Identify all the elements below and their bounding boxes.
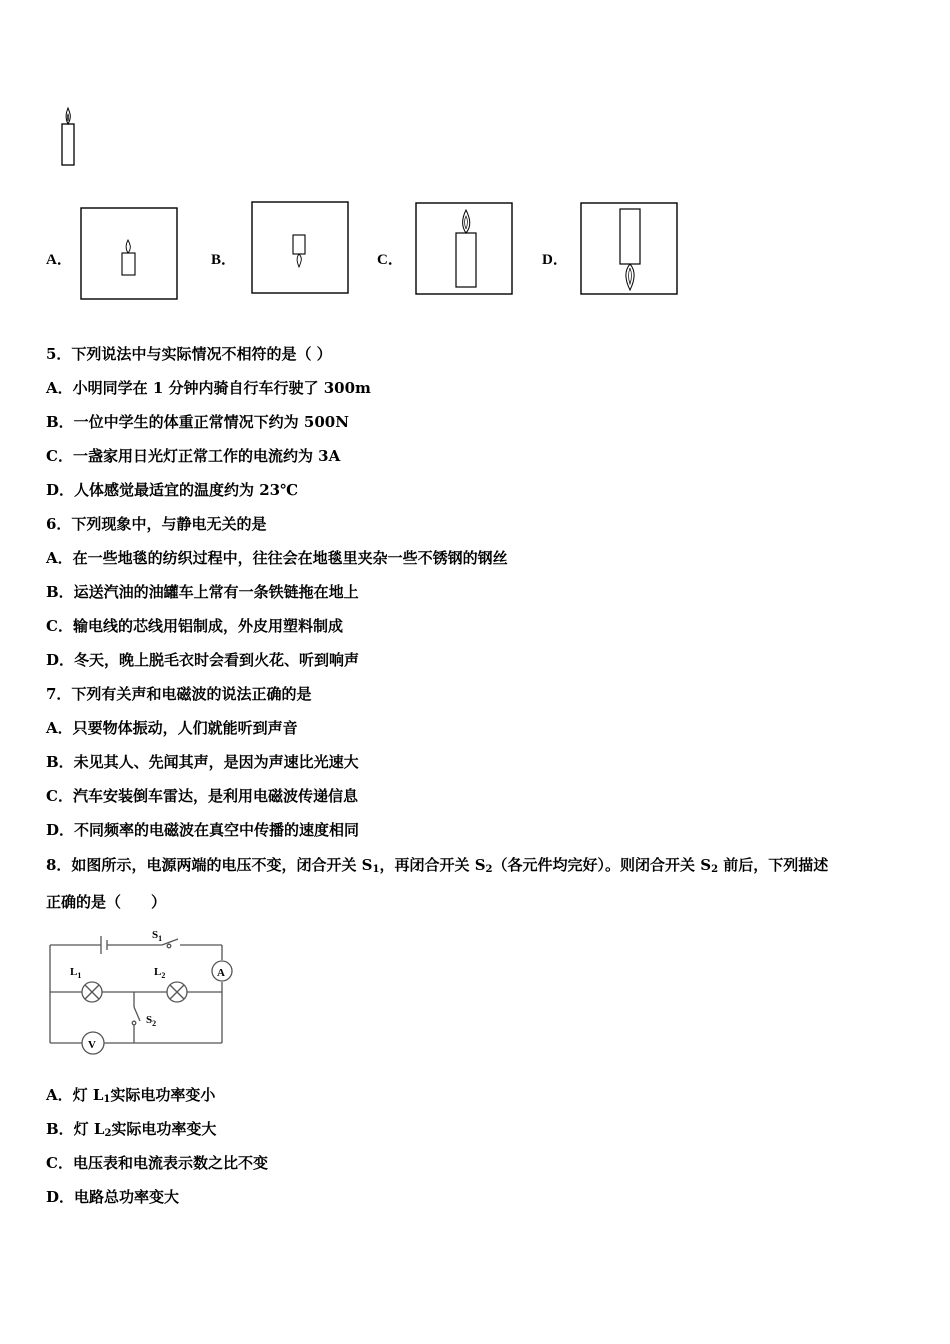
voltmeter-icon: V — [88, 1039, 96, 1051]
ammeter-icon: A — [217, 967, 225, 979]
q5-option-c: C．一盏家用日光灯正常工作的电流约为 3A — [46, 447, 341, 465]
option-d-image — [580, 202, 679, 296]
q6-option-b: B．运送汽油的油罐车上常有一条铁链拖在地上 — [46, 583, 359, 601]
option-c-image — [415, 202, 514, 296]
s1-label: $S_1$ — [152, 929, 163, 943]
q6-option-a: A．在一些地毯的纺织过程中，往往会在地毯里夹杂一些不锈钢的钢丝 — [46, 549, 508, 567]
q7-option-a: A．只要物体振动，人们就能听到声音 — [46, 719, 298, 737]
q5-option-d: D．人体感觉最适宜的温度约为 23℃ — [46, 481, 299, 499]
q6-stem: 6．下列现象中，与静电无关的是 — [46, 515, 267, 533]
q4-option-c-label: C． — [377, 252, 403, 268]
q8-stem-line2: 正确的是（ ） — [46, 893, 167, 911]
original-candle-figure — [55, 104, 85, 168]
q5-option-a: A．小明同学在 1 分钟内骑自行车行驶了 300m — [46, 379, 371, 397]
q8-stem: 8．如图所示，电源两端的电压不变，闭合开关 $S_1$，再闭合开关 $S_2$（各元件均完好）。则闭合开关 $S_2$ 前后，下列描述 — [46, 856, 829, 875]
q6-option-d: D．冬天，晚上脱毛衣时会看到火花、听到响声 — [46, 651, 360, 669]
q4-option-a-label: A． — [46, 252, 72, 268]
q8-option-d: D．电路总功率变大 — [46, 1188, 180, 1206]
q4-option-b-label: B． — [211, 252, 237, 268]
q6-option-c: C．输电线的芯线用铝制成，外皮用塑料制成 — [46, 617, 343, 635]
q7-option-b: B．未见其人、先闻其声，是因为声速比光速大 — [46, 753, 359, 771]
l2-label: $L_2$ — [154, 966, 166, 980]
l1-label: $L_1$ — [70, 966, 82, 980]
s2-label: $S_2$ — [146, 1014, 157, 1028]
q7-stem: 7．下列有关声和电磁波的说法正确的是 — [46, 685, 312, 703]
option-b-image — [251, 201, 350, 295]
q8-option-a: A．灯 $L_1$实际电功率变小 — [46, 1086, 216, 1105]
q5-option-b: B．一位中学生的体重正常情况下约为 500N — [46, 413, 349, 431]
q8-option-b: B．灯 $L_2$实际电功率变大 — [46, 1120, 217, 1139]
q7-option-c: C．汽车安装倒车雷达，是利用电磁波传递信息 — [46, 787, 358, 805]
q4-option-d-label: D． — [542, 252, 568, 268]
q8-option-c: C．电压表和电流表示数之比不变 — [46, 1154, 268, 1172]
q7-option-d: D．不同频率的电磁波在真空中传播的速度相同 — [46, 821, 360, 839]
q5-stem: 5．下列说法中与实际情况不相符的是（ ） — [46, 345, 332, 363]
option-a-image — [80, 207, 179, 301]
circuit-diagram — [44, 925, 244, 1060]
